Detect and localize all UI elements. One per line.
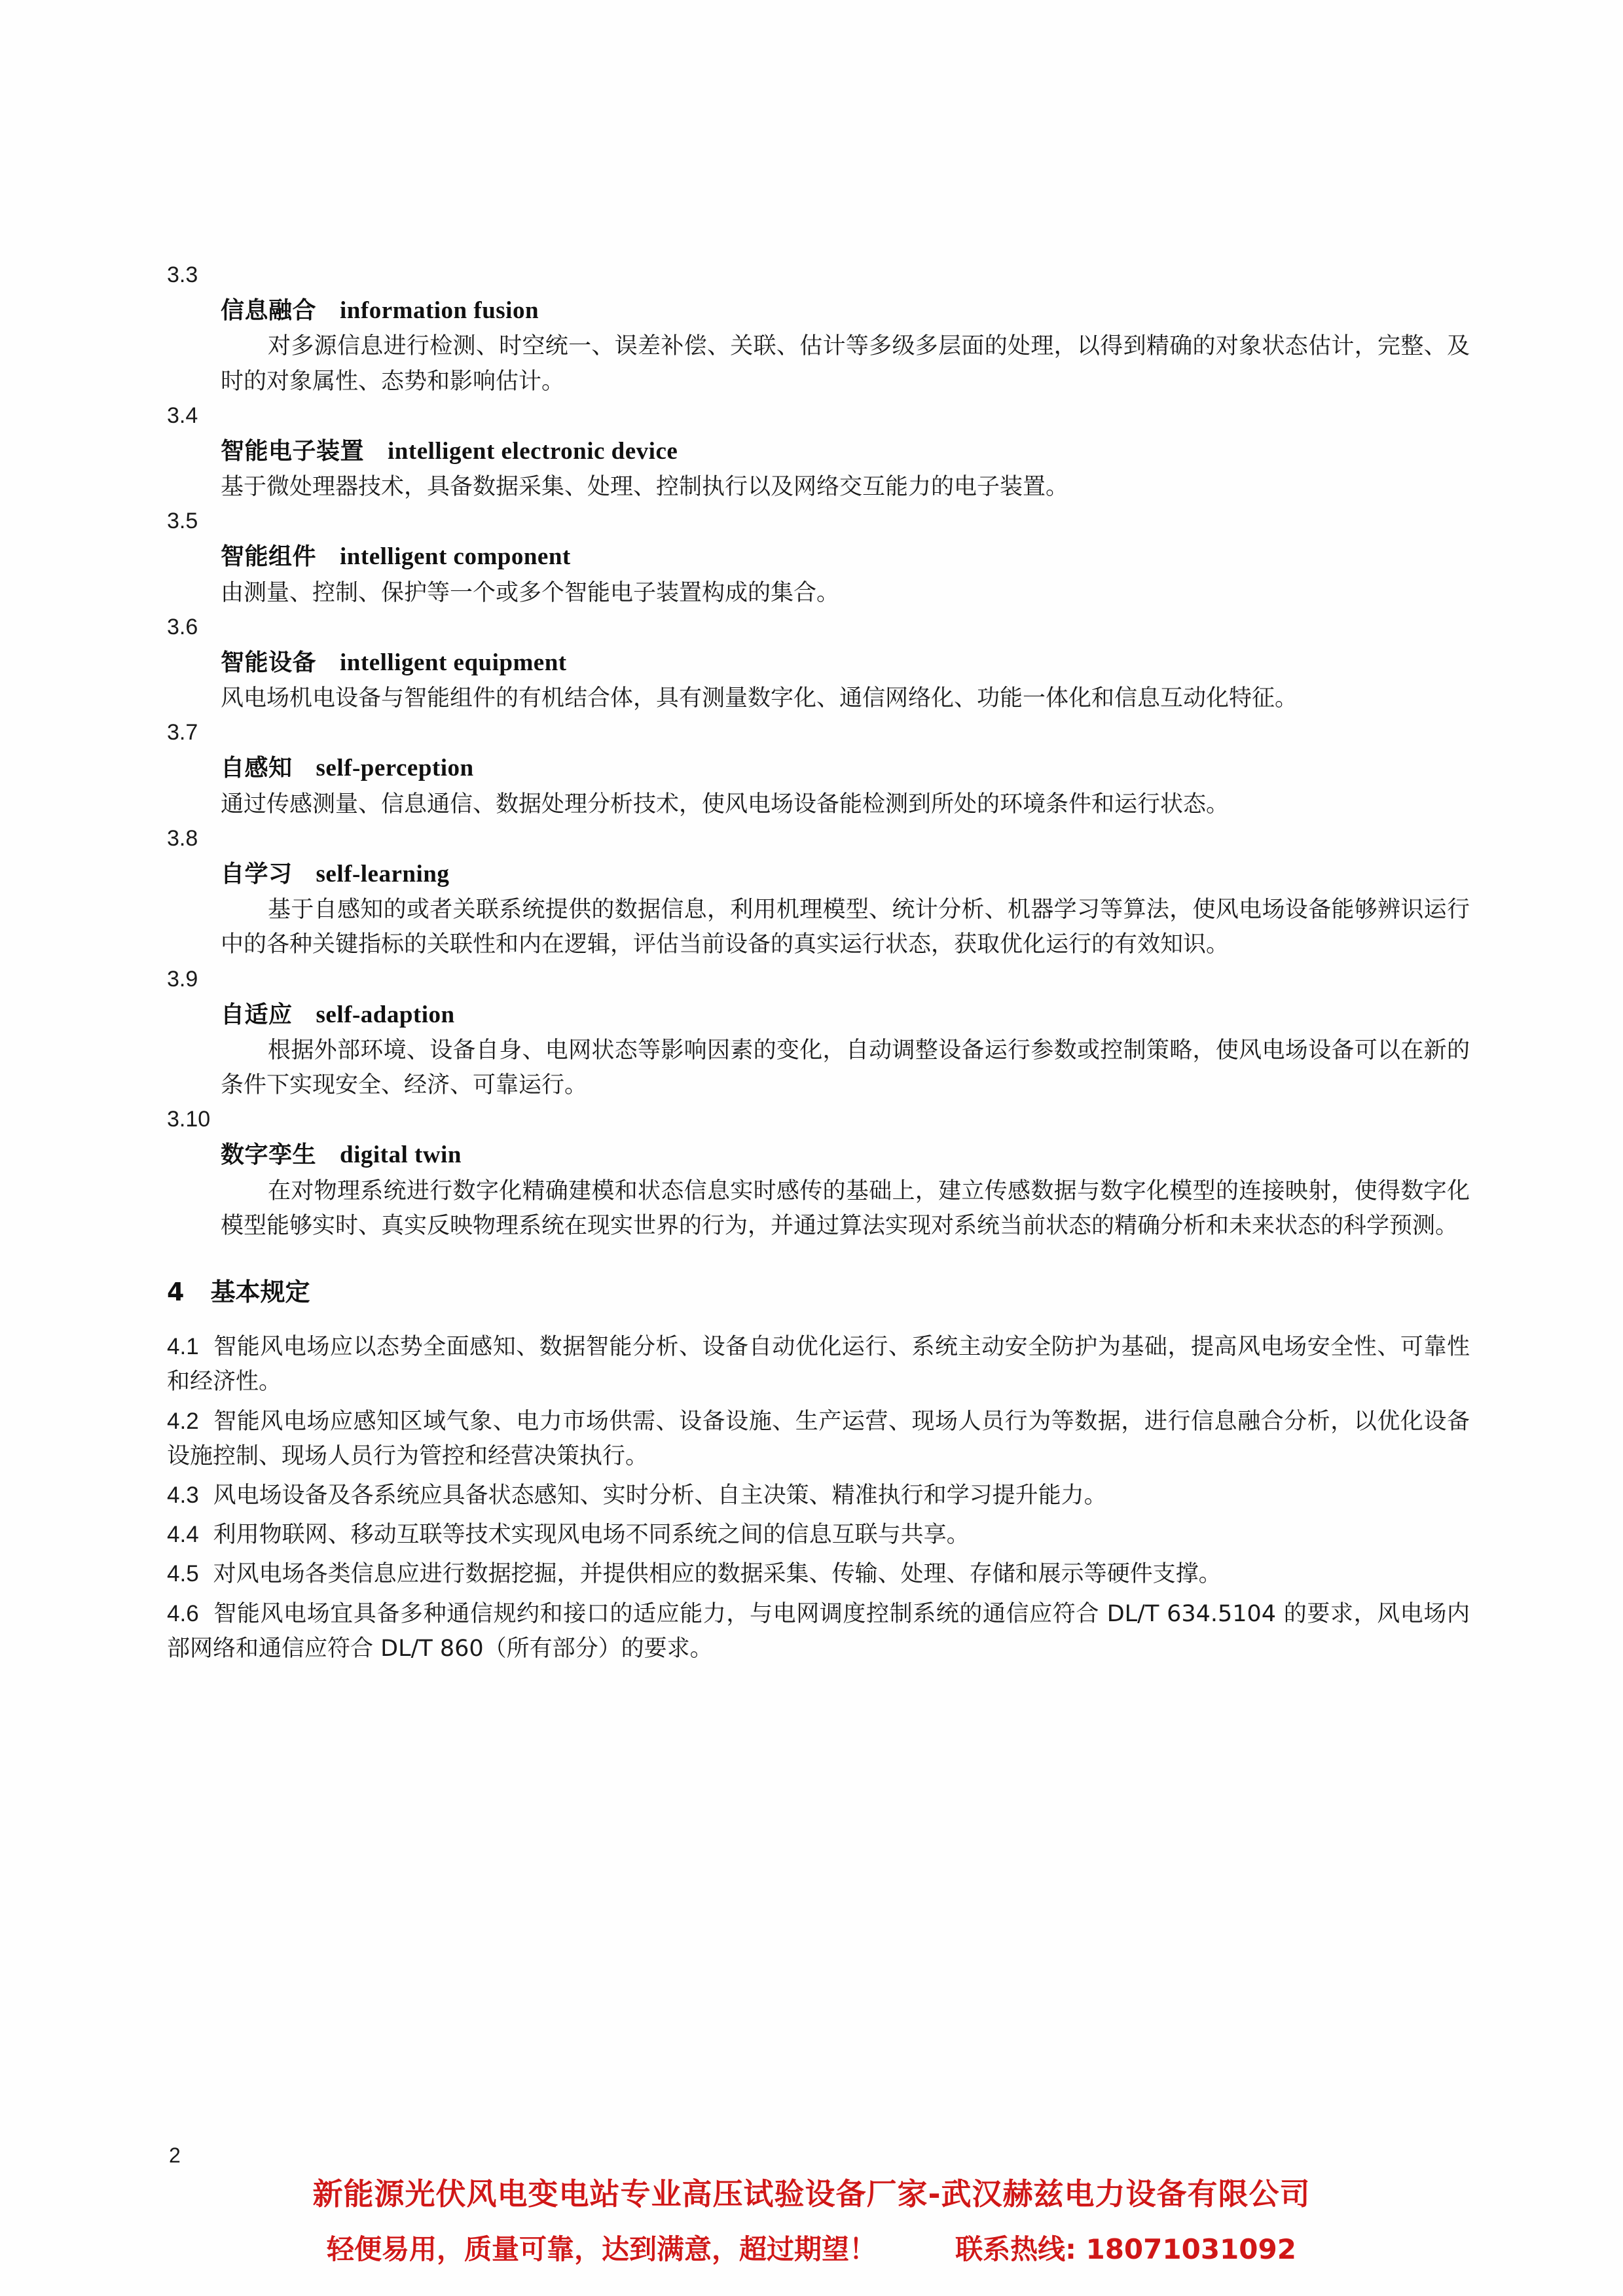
clause-number: 4.1 [167,1334,199,1360]
clause-item [167,1475,1470,1515]
term-heading [167,855,1470,893]
term-heading [167,433,1470,470]
term-number: 3.4 [167,403,198,428]
clause-text: 对风电场各类信息应进行数据挖掘，并提供相应的数据采集、传输、处理、存储和展示等硬件支撑。 [213,1561,1222,1588]
clause-item [167,1594,1470,1668]
term-entry [167,399,1470,505]
clause-item [167,1554,1470,1593]
document-body [167,259,1470,1668]
section-heading [167,1244,1470,1327]
term-heading [167,749,1470,787]
term-definition: 在对物理系统进行数字化精确建模和状态信息实时感传的基础上，建立传感数据与数字化模型的连接映射，使得数字化模型能够实时、真实反映物理系统在现实世界的行为，并通过算法实现对系统当前状态的精确分析和未来状态的科学预测。 [221,1177,1470,1239]
term-entry [167,716,1470,822]
term-number: 3.5 [167,509,198,534]
term-heading [167,996,1470,1033]
term-name-cn: 智能设备 [221,649,317,676]
term-name-en: intelligent electronic device [388,437,678,465]
term-name-cn: 智能电子装置 [221,437,365,465]
clause-number: 4.4 [167,1522,199,1548]
term-heading [167,292,1470,329]
clause-number: 4.6 [167,1600,199,1626]
watermark-hotline: 联系热线: 18071031092 [955,2233,1296,2265]
watermark-line-1: 新能源光伏风电变电站专业高压试验设备厂家-武汉赫兹电力设备有限公司 [312,2176,1311,2212]
term-name-cn: 智能组件 [221,543,317,571]
clause-text: 风电场设备及各系统应具备状态感知、实时分析、自主决策、精准执行和学习提升能力。 [213,1482,1107,1509]
clause-number: 4.5 [167,1561,199,1587]
clause-item [167,1401,1470,1475]
term-name-en: intelligent component [340,543,571,571]
term-name-en: information fusion [340,297,539,324]
term-entry [167,259,1470,399]
term-name-cn: 数字孪生 [221,1141,317,1169]
clause-number: 4.2 [167,1408,199,1434]
clause-number: 4.3 [167,1482,199,1508]
term-entry [167,505,1470,611]
section-number: 4 [167,1278,185,1306]
term-heading [167,644,1470,681]
term-name-en: self-adaption [316,1001,455,1028]
term-heading [167,1136,1470,1174]
term-name-cn: 自学习 [221,860,293,888]
term-name-en: intelligent equipment [340,649,567,676]
term-name-cn: 自适应 [221,1001,293,1028]
term-definition: 基于自感知的或者关联系统提供的数据信息，利用机理模型、统计分析、机器学习等算法，使风电场设备能够辨识运行中的各种关键指标的关联性和内在逻辑，评估当前设备的真实运行状态，获取优化运行的有效知识。 [221,897,1470,958]
term-name-en: self-learning [316,860,450,888]
page-number: 2 [169,2144,181,2167]
watermark-slogan: 轻便易用，质量可靠，达到满意，超过期望！ [327,2233,877,2265]
term-entry [167,1103,1470,1244]
term-name-en: self-perception [316,755,474,782]
term-definition: 基于微处理器技术，具备数据采集、处理、控制执行以及网络交互能力的电子装置。 [221,474,1069,501]
term-number: 3.3 [167,262,198,287]
term-definition: 对多源信息进行检测、时空统一、误差补偿、关联、估计等多级多层面的处理，以得到精确的对象状态估计，完整、及时的对象属性、态势和影响估计。 [221,333,1470,395]
term-number: 3.9 [167,966,198,992]
term-definition: 风电场机电设备与智能组件的有机结合体，具有测量数字化、通信网络化、功能一体化和信息互动化特征。 [221,685,1298,712]
term-entry [167,611,1470,717]
term-number: 3.8 [167,825,198,851]
clause-text: 利用物联网、移动互联等技术实现风电场不同系统之间的信息互联与共享。 [213,1522,970,1549]
term-name-en: digital twin [340,1141,462,1169]
term-heading [167,538,1470,575]
clause-item [167,1327,1470,1401]
clause-item [167,1515,1470,1554]
term-name-cn: 自感知 [221,755,293,782]
term-entry [167,963,1470,1103]
clause-text: 智能风电场应感知区域气象、电力市场供需、设备设施、生产运营、现场人员行为等数据，进行信息融合分析，以优化设备设施控制、现场人员行为管控和经营决策执行。 [167,1408,1470,1469]
clause-text: 智能风电场应以态势全面感知、数据智能分析、设备自动优化运行、系统主动安全防护为基础，提高风电场安全性、可靠性和经济性。 [167,1334,1470,1395]
term-definition: 通过传感测量、信息通信、数据处理分析技术，使风电场设备能检测到所处的环境条件和运行状态。 [221,791,1230,817]
term-definition: 根据外部环境、设备自身、电网状态等影响因素的变化，自动调整设备运行参数或控制策略，使风电场设备可以在新的条件下实现安全、经济、可靠运行。 [221,1037,1470,1099]
term-number: 3.7 [167,720,198,745]
term-number: 3.10 [167,1107,211,1132]
watermark-line-2 [0,2228,1623,2267]
term-name-cn: 信息融合 [221,297,317,324]
clause-text: 智能风电场宜具备多种通信规约和接口的适应能力，与电网调度控制系统的通信应符合 DL/T 634.5104 的要求，风电场内部网络和通信应符合 DL/T 860（所有部分）的要求。 [167,1600,1470,1662]
term-number: 3.6 [167,614,198,639]
term-entry [167,822,1470,963]
section-title: 基本规定 [210,1278,310,1306]
term-definition: 由测量、控制、保护等一个或多个智能电子装置构成的集合。 [221,579,840,606]
